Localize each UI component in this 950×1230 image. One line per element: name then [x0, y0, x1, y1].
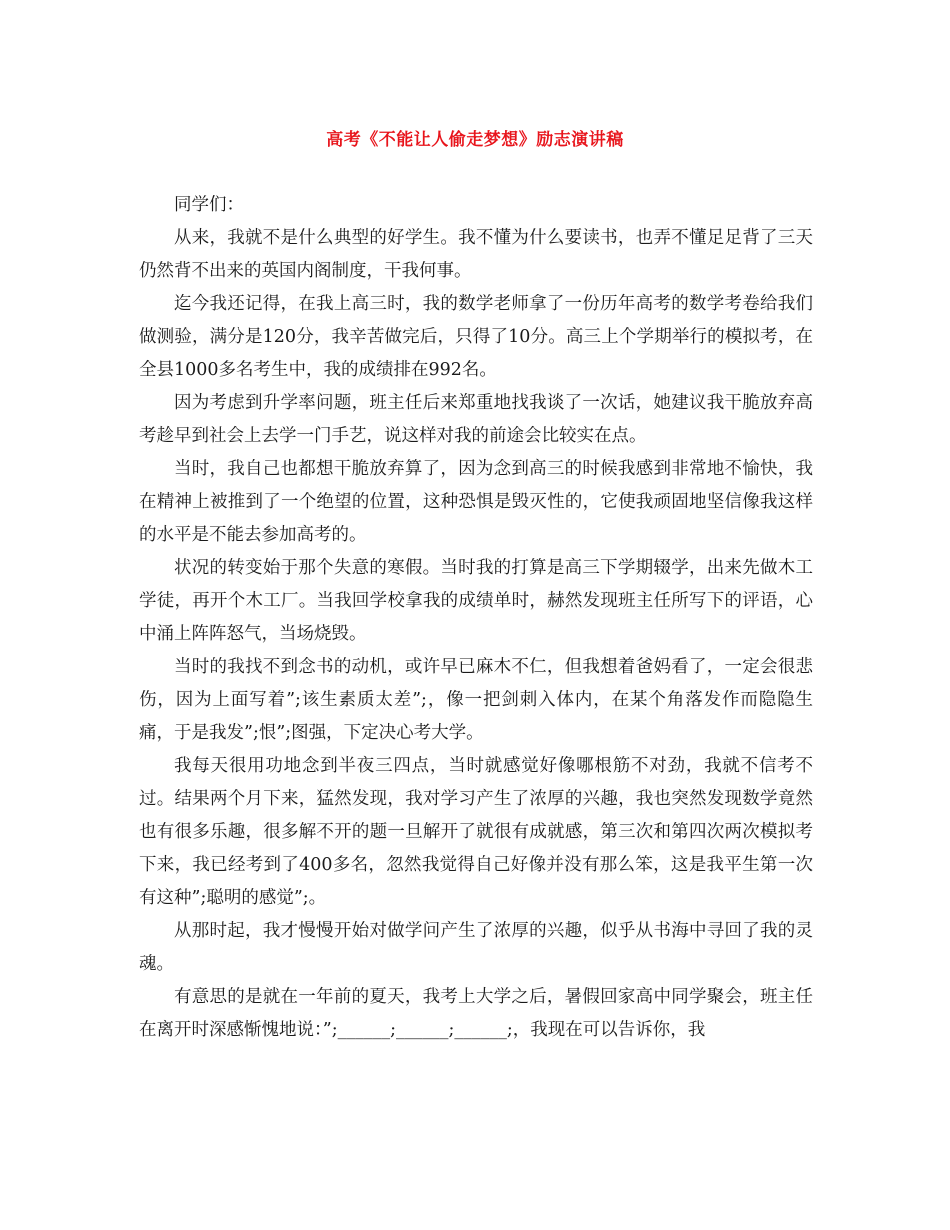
paragraph: 状况的转变始于那个失意的寒假。当时我的打算是高三下学期辍学，出来先做木工学徒，再开个木工厂。当我回学校拿我的成绩单时，赫然发现班主任所写下的评语，心中涌上阵阵怒气，当场烧毁。: [139, 558, 813, 644]
paragraph: 当时的我找不到念书的动机，或许早已麻木不仁，但我想着爸妈看了，一定会很悲伤，因为上面写着”;该生素质太差”;，像一把剑刺入体内，在某个角落发作而隐隐生痛，于是我发”;恨”;图强，下定决心考大学。: [139, 657, 813, 743]
paragraph: 我每天很用功地念到半夜三四点，当时就感觉好像哪根筋不对劲，我就不信考不过。结果两个月下来，猛然发现，我对学习产生了浓厚的兴趣，我也突然发现数学竟然也有很多乐趣，很多解不开的题一旦解开了就很有成就感，第三次和第四次两次模拟考下来，我已经考到了400多名，忽然我觉得自己好像并没有那么笨，这是我平生第一次有这种”;聪明的感觉”;。: [139, 756, 813, 908]
paragraph: 当时，我自己也都想干脆放弃算了，因为念到高三的时候我感到非常地不愉快，我在精神上被推到了一个绝望的位置，这种恐惧是毁灭性的，它使我顽固地坚信像我这样的水平是不能去参加高考的。: [139, 459, 813, 545]
paragraph: 因为考虑到升学率问题，班主任后来郑重地找我谈了一次话，她建议我干脆放弃高考趁早到社会上去学一门手艺，说这样对我的前途会比较实在点。: [139, 393, 813, 446]
document-title: 高考《不能让人偷走梦想》励志演讲稿: [326, 130, 624, 150]
paragraph: 迄今我还记得，在我上高三时，我的数学老师拿了一份历年高考的数学考卷给我们做测验，满分是120分，我辛苦做完后，只得了10分。高三上个学期举行的模拟考，在全县1000多名考生中，我的成绩排在992名。: [139, 294, 813, 380]
paragraph: 有意思的是就在一年前的夏天，我考上大学之后，暑假回家高中同学聚会，班主任在离开时深感惭愧地说：”;______;______;______;，我现在可以告诉你，我: [139, 987, 813, 1040]
paragraph: 从来，我就不是什么典型的好学生。我不懂为什么要读书，也弄不懂足足背了三天仍然背不出来的英国内阁制度，干我何事。: [139, 228, 813, 281]
paragraph: 同学们：: [174, 195, 244, 215]
document-body: [139, 189, 813, 1047]
paragraph: 从那时起，我才慢慢开始对做学问产生了浓厚的兴趣，似乎从书海中寻回了我的灵魂。: [139, 921, 813, 974]
